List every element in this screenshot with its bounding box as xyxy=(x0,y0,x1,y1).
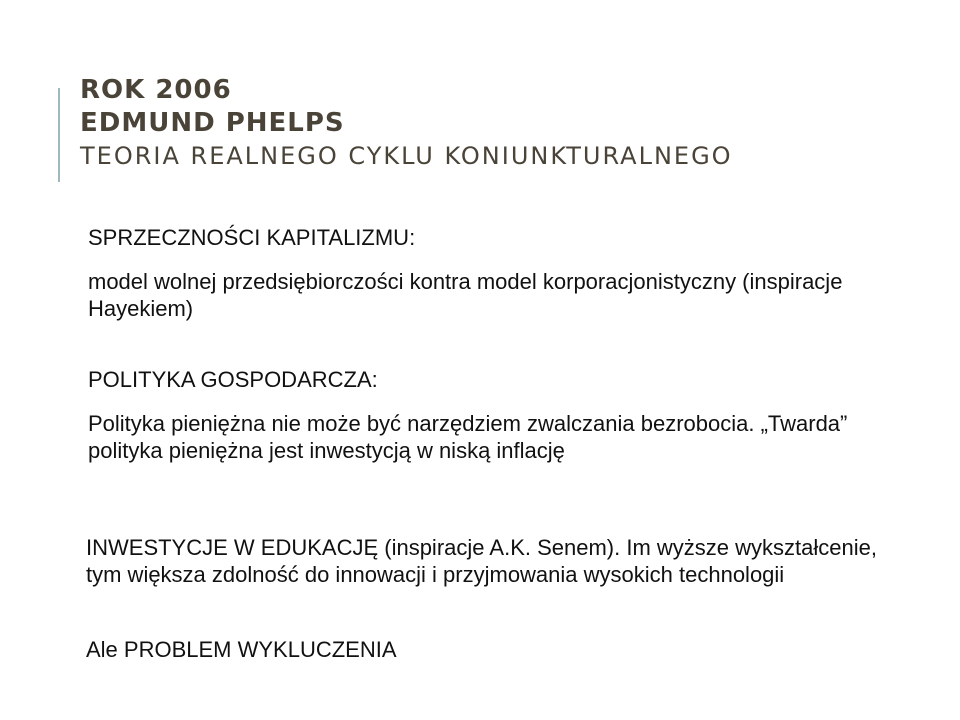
title-year: ROK 2006 xyxy=(80,75,232,105)
text-education: INWESTYCJE W EDUKACJĘ (inspiracje A.K. Senem). Im wyższe wykształcenie, tym większa zdolność do innowacji i przyjmowania wysokich technologii xyxy=(86,535,877,587)
text-exclusion: Ale PROBLEM WYKLUCZENIA xyxy=(86,637,397,662)
title-author: EDMUND PHELPS xyxy=(80,108,345,138)
slide-title xyxy=(80,74,940,173)
title-accent-bar xyxy=(58,88,60,182)
heading-contradictions: SPRZECZNOŚCI KAPITALIZMU: xyxy=(88,225,416,250)
text-contradictions: model wolnej przedsiębiorczości kontra model korporacjonistyczny (inspiracje Hayekiem) xyxy=(88,269,843,321)
text-policy: Polityka pieniężna nie może być narzędziem zwalczania bezrobocia. „Twarda” polityka pieniężna jest inwestycją w niską inflację xyxy=(88,411,848,463)
title-theory: TEORIA REALNEGO CYKLU KONIUNKTURALNEGO xyxy=(80,142,733,170)
heading-policy: POLITYKA GOSPODARCZA: xyxy=(88,367,378,392)
